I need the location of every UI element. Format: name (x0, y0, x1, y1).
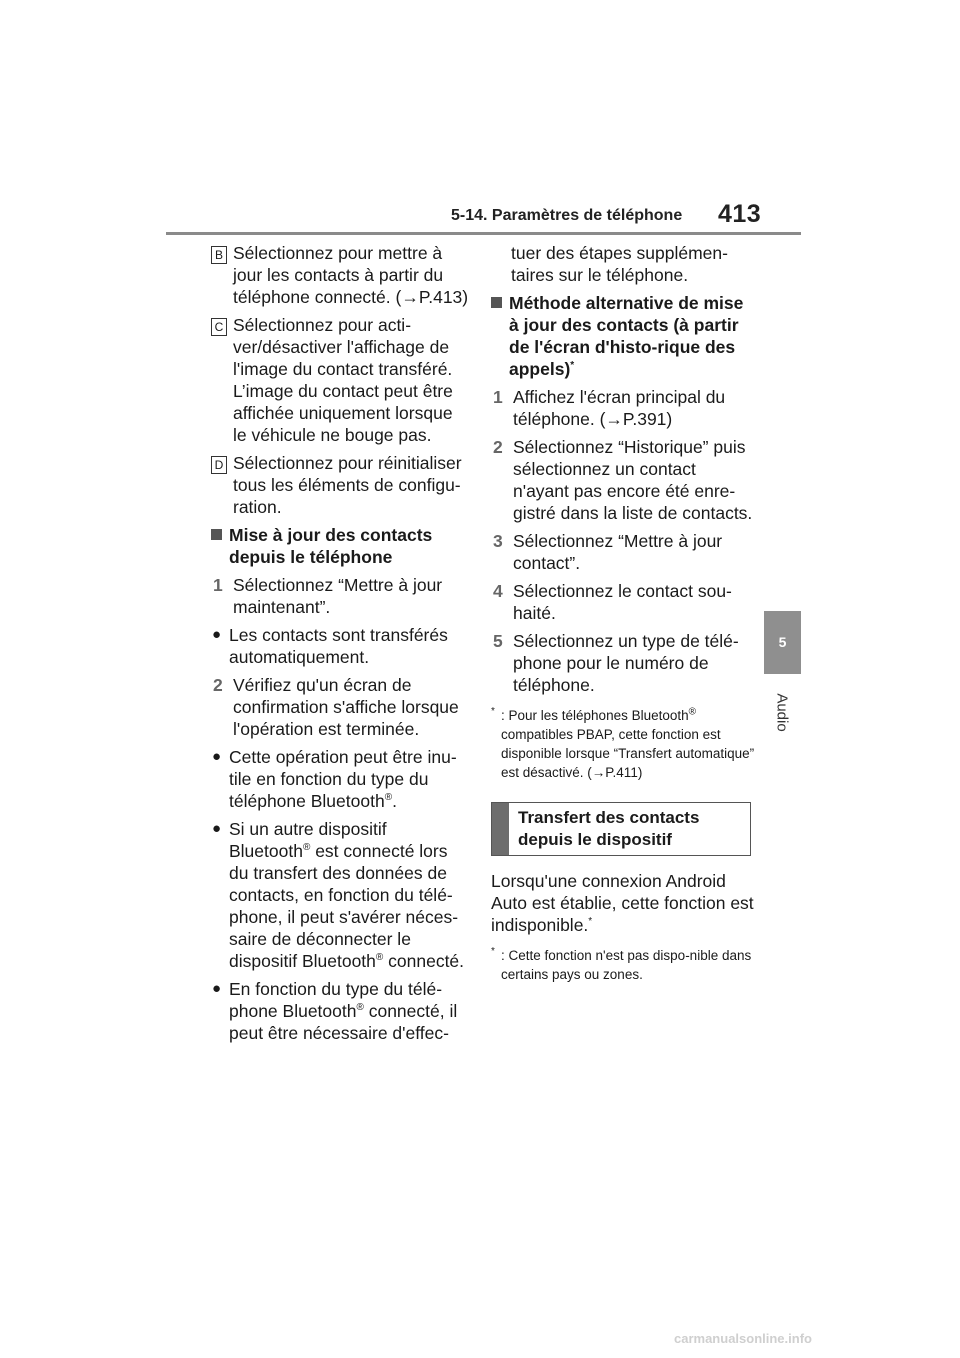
heading-square-icon (491, 297, 502, 308)
heading-text: Méthode alternative de mise à jour des contacts (à partir de l'écran d'histo-rique des appels) (509, 293, 744, 379)
footnote-text-cont: compatibles PBAP, cette fonction est disponible lorsque “Transfert automatique” est désactivé. (→P.411) (501, 727, 755, 780)
label-b-text: Sélectionnez pour mettre à jour les contacts à partir du téléphone connecté. (→P.413) (233, 243, 469, 307)
section-title-box (491, 802, 751, 856)
footnote-text: : Pour les téléphones Bluetooth (501, 708, 689, 723)
paragraph-text: Lorsqu'une connexion Android Auto est établie, cette fonction est indisponible. (491, 871, 754, 935)
footnote-text: : Cette fonction n'est pas dispo-nible dans certains pays ou zones. (501, 948, 752, 982)
bullet-item (211, 978, 471, 1044)
bullet-dot-icon: ● (212, 820, 222, 837)
bullet-text-cont: connecté, il peut être nécessaire d'effec- (229, 1001, 458, 1043)
label-d-text: Sélectionnez pour réinitialiser tous les éléments de configu-ration. (233, 453, 462, 517)
page-number: 413 (718, 200, 762, 228)
section-box-title: Transfert des contacts depuis le dispositif (518, 808, 700, 849)
step-item (491, 630, 756, 696)
step-text: Sélectionnez “Mettre à jour contact”. (513, 531, 723, 573)
bullet-text: Cette opération peut être inu-tile en fonction du type du téléphone Bluetooth (229, 747, 457, 811)
registered-mark: ® (302, 842, 311, 854)
bullet-dot-icon: ● (212, 748, 222, 765)
footnote-marker: * (491, 706, 495, 717)
label-item-d (211, 452, 471, 518)
bullet-text: Si un autre dispositif Bluetooth (229, 819, 387, 861)
bullet-item (211, 818, 471, 972)
bullet-text-end: connecté. (383, 951, 465, 971)
section-heading-update (211, 524, 471, 568)
heading-text: Mise à jour des contacts depuis le téléphone (229, 525, 433, 567)
bullet-item (211, 624, 471, 668)
section-box-bar (492, 803, 509, 855)
bullet-dot-icon: ● (212, 626, 222, 643)
step-number: 3 (493, 531, 503, 551)
footnote (491, 706, 756, 782)
registered-mark: ® (356, 1002, 364, 1014)
step-number: 1 (213, 575, 223, 595)
body-paragraph (491, 870, 756, 936)
footnote-marker: * (588, 916, 593, 928)
step-text: Sélectionnez “Historique” puis sélectionnez un contact n'ayant pas encore été enre-gistré dans la liste de contacts. (513, 437, 753, 523)
label-d-box: D (211, 456, 227, 474)
right-column (491, 242, 756, 994)
footnote-marker: * (570, 360, 575, 372)
step-text: Sélectionnez un type de télé-phone pour le numéro de téléphone. (513, 631, 739, 695)
registered-mark: ® (688, 706, 697, 718)
step-number: 5 (493, 631, 503, 651)
step-item (491, 436, 756, 524)
bullet-text: Les contacts sont transférés automatiquement. (229, 625, 448, 667)
bullet-item (211, 746, 471, 812)
step-number: 2 (493, 437, 503, 457)
continuation-text: tuer des étapes supplémen-taires sur le téléphone. (511, 243, 728, 285)
section-heading-alternative (491, 292, 756, 380)
label-c-box: C (211, 318, 227, 336)
step-item (491, 530, 756, 574)
registered-mark: ® (384, 792, 393, 804)
step-text: Sélectionnez “Mettre à jour maintenant”. (233, 575, 443, 617)
bullet-text-end: . (392, 791, 397, 811)
label-c-text: Sélectionnez pour acti-ver/désactiver l'affichage de l'image du contact transféré. L’image du contact peut être affichée uniquement lorsque le véhicule ne bouge pas. (233, 315, 453, 445)
header-rule (166, 232, 801, 235)
label-item-c (211, 314, 471, 446)
footnote (491, 946, 756, 984)
bullet-dot-icon: ● (212, 980, 222, 997)
watermark: carmanualsonline.info (674, 1331, 812, 1346)
step-text: Sélectionnez le contact sou-haité. (513, 581, 732, 623)
step-text: Vérifiez qu'un écran de confirmation s'affiche lorsque l'opération est terminée. (233, 675, 459, 739)
bullet-text-cont: est connecté lors du transfert des données de contacts, en fonction du télé-phone, il peut s'avérer néces-saire de déconnecter le dispositif Bluetooth (229, 841, 459, 971)
step-item (491, 580, 756, 624)
footnote-marker: * (491, 946, 495, 957)
chapter-label (770, 686, 794, 746)
step-item (491, 386, 756, 430)
section-title: 5-14. Paramètres de téléphone (451, 207, 683, 224)
label-item-b (211, 242, 471, 308)
left-column (211, 242, 471, 1050)
registered-mark: ® (375, 952, 384, 964)
step-item (211, 674, 471, 740)
step-text: Affichez l'écran principal du téléphone. (→P.391) (513, 387, 726, 429)
chapter-label-text: Audio (773, 693, 791, 732)
step-number: 4 (493, 581, 503, 601)
chapter-tab: 5 (764, 611, 801, 674)
step-item (211, 574, 471, 618)
label-b-box: B (211, 246, 227, 264)
step-number: 1 (493, 387, 503, 407)
heading-square-icon (211, 529, 222, 540)
bullet-text: En fonction du type du télé-phone Bluetooth (229, 979, 443, 1021)
step-number: 2 (213, 675, 223, 695)
